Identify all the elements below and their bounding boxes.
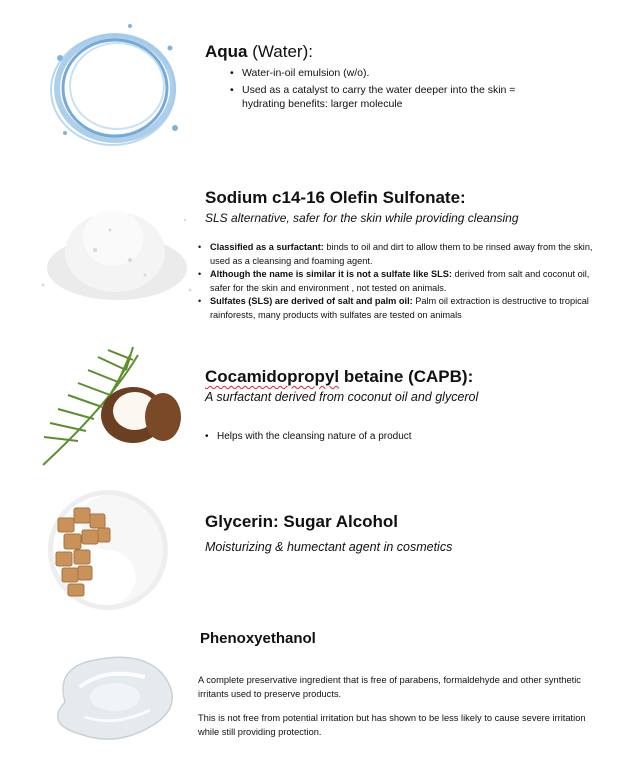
section-subtitle: Moisturizing & humectant agent in cosmetics bbox=[205, 540, 453, 554]
bullet-list bbox=[198, 241, 603, 322]
bullet-text: derived from salt and coconut oil, safer for the skin and environment , not tested on animals. bbox=[210, 269, 590, 293]
section-title: Sodium c14-16 Olefin Sulfonate: bbox=[205, 188, 466, 207]
sugar-bowl-icon bbox=[38, 488, 178, 613]
list-item bbox=[198, 295, 603, 322]
bullet-list bbox=[205, 430, 535, 444]
section-aqua bbox=[0, 0, 640, 165]
gel-swatch-icon bbox=[35, 632, 185, 752]
section-title: Phenoxyethanol bbox=[200, 630, 316, 647]
section-cocamidopropyl-betaine bbox=[0, 335, 640, 480]
section-subtitle: A surfactant derived from coconut oil and glycerol bbox=[205, 390, 479, 404]
list-item bbox=[198, 241, 603, 268]
section-glycerin bbox=[0, 480, 640, 620]
bullet-list bbox=[230, 66, 560, 111]
bullet-text: Palm oil extraction is destructive to tropical rainforests, many products with sulfates are tested on animals bbox=[210, 296, 589, 320]
section-title: Glycerin: Sugar Alcohol bbox=[205, 512, 399, 531]
powder-pile-icon bbox=[35, 190, 200, 310]
section-title: Aqua (Water): bbox=[205, 42, 313, 61]
section-title: Cocamidopropyl betaine (CAPB): bbox=[205, 367, 474, 386]
list-item bbox=[198, 268, 603, 295]
water-ring-icon bbox=[40, 18, 190, 158]
bullet-text: binds to oil and dirt to allow them to be rinsed away from the skin, used as a cleansing and foaming agent. bbox=[210, 242, 593, 266]
bullet-bold: Sulfates (SLS) are derived of salt and palm oil: bbox=[210, 296, 413, 306]
paragraph: This is not free from potential irritation but has shown to be less likely to cause severe irritation while still providing protection. bbox=[198, 713, 586, 737]
bullet-bold: Classified as a surfactant: bbox=[210, 242, 324, 252]
section-phenoxyethanol bbox=[0, 620, 640, 769]
list-item: • Used as a catalyst to carry the water deeper into the skin = hydrating benefits: larger molecule bbox=[230, 83, 560, 111]
section-sodium-olefin-sulfonate bbox=[0, 165, 640, 335]
paragraph: A complete preservative ingredient that is free of parabens, formaldehyde and other synthetic irritants used to preserve products. bbox=[198, 675, 581, 699]
list-item: • Water-in-oil emulsion (w/o). bbox=[230, 66, 560, 80]
section-subtitle: SLS alternative, safer for the skin while providing cleansing bbox=[205, 211, 519, 225]
list-item: • Helps with the cleansing nature of a product bbox=[205, 430, 535, 444]
coconut-icon bbox=[38, 345, 188, 470]
bullet-bold: Although the name is similar it is not a sulfate like SLS: bbox=[210, 269, 452, 279]
